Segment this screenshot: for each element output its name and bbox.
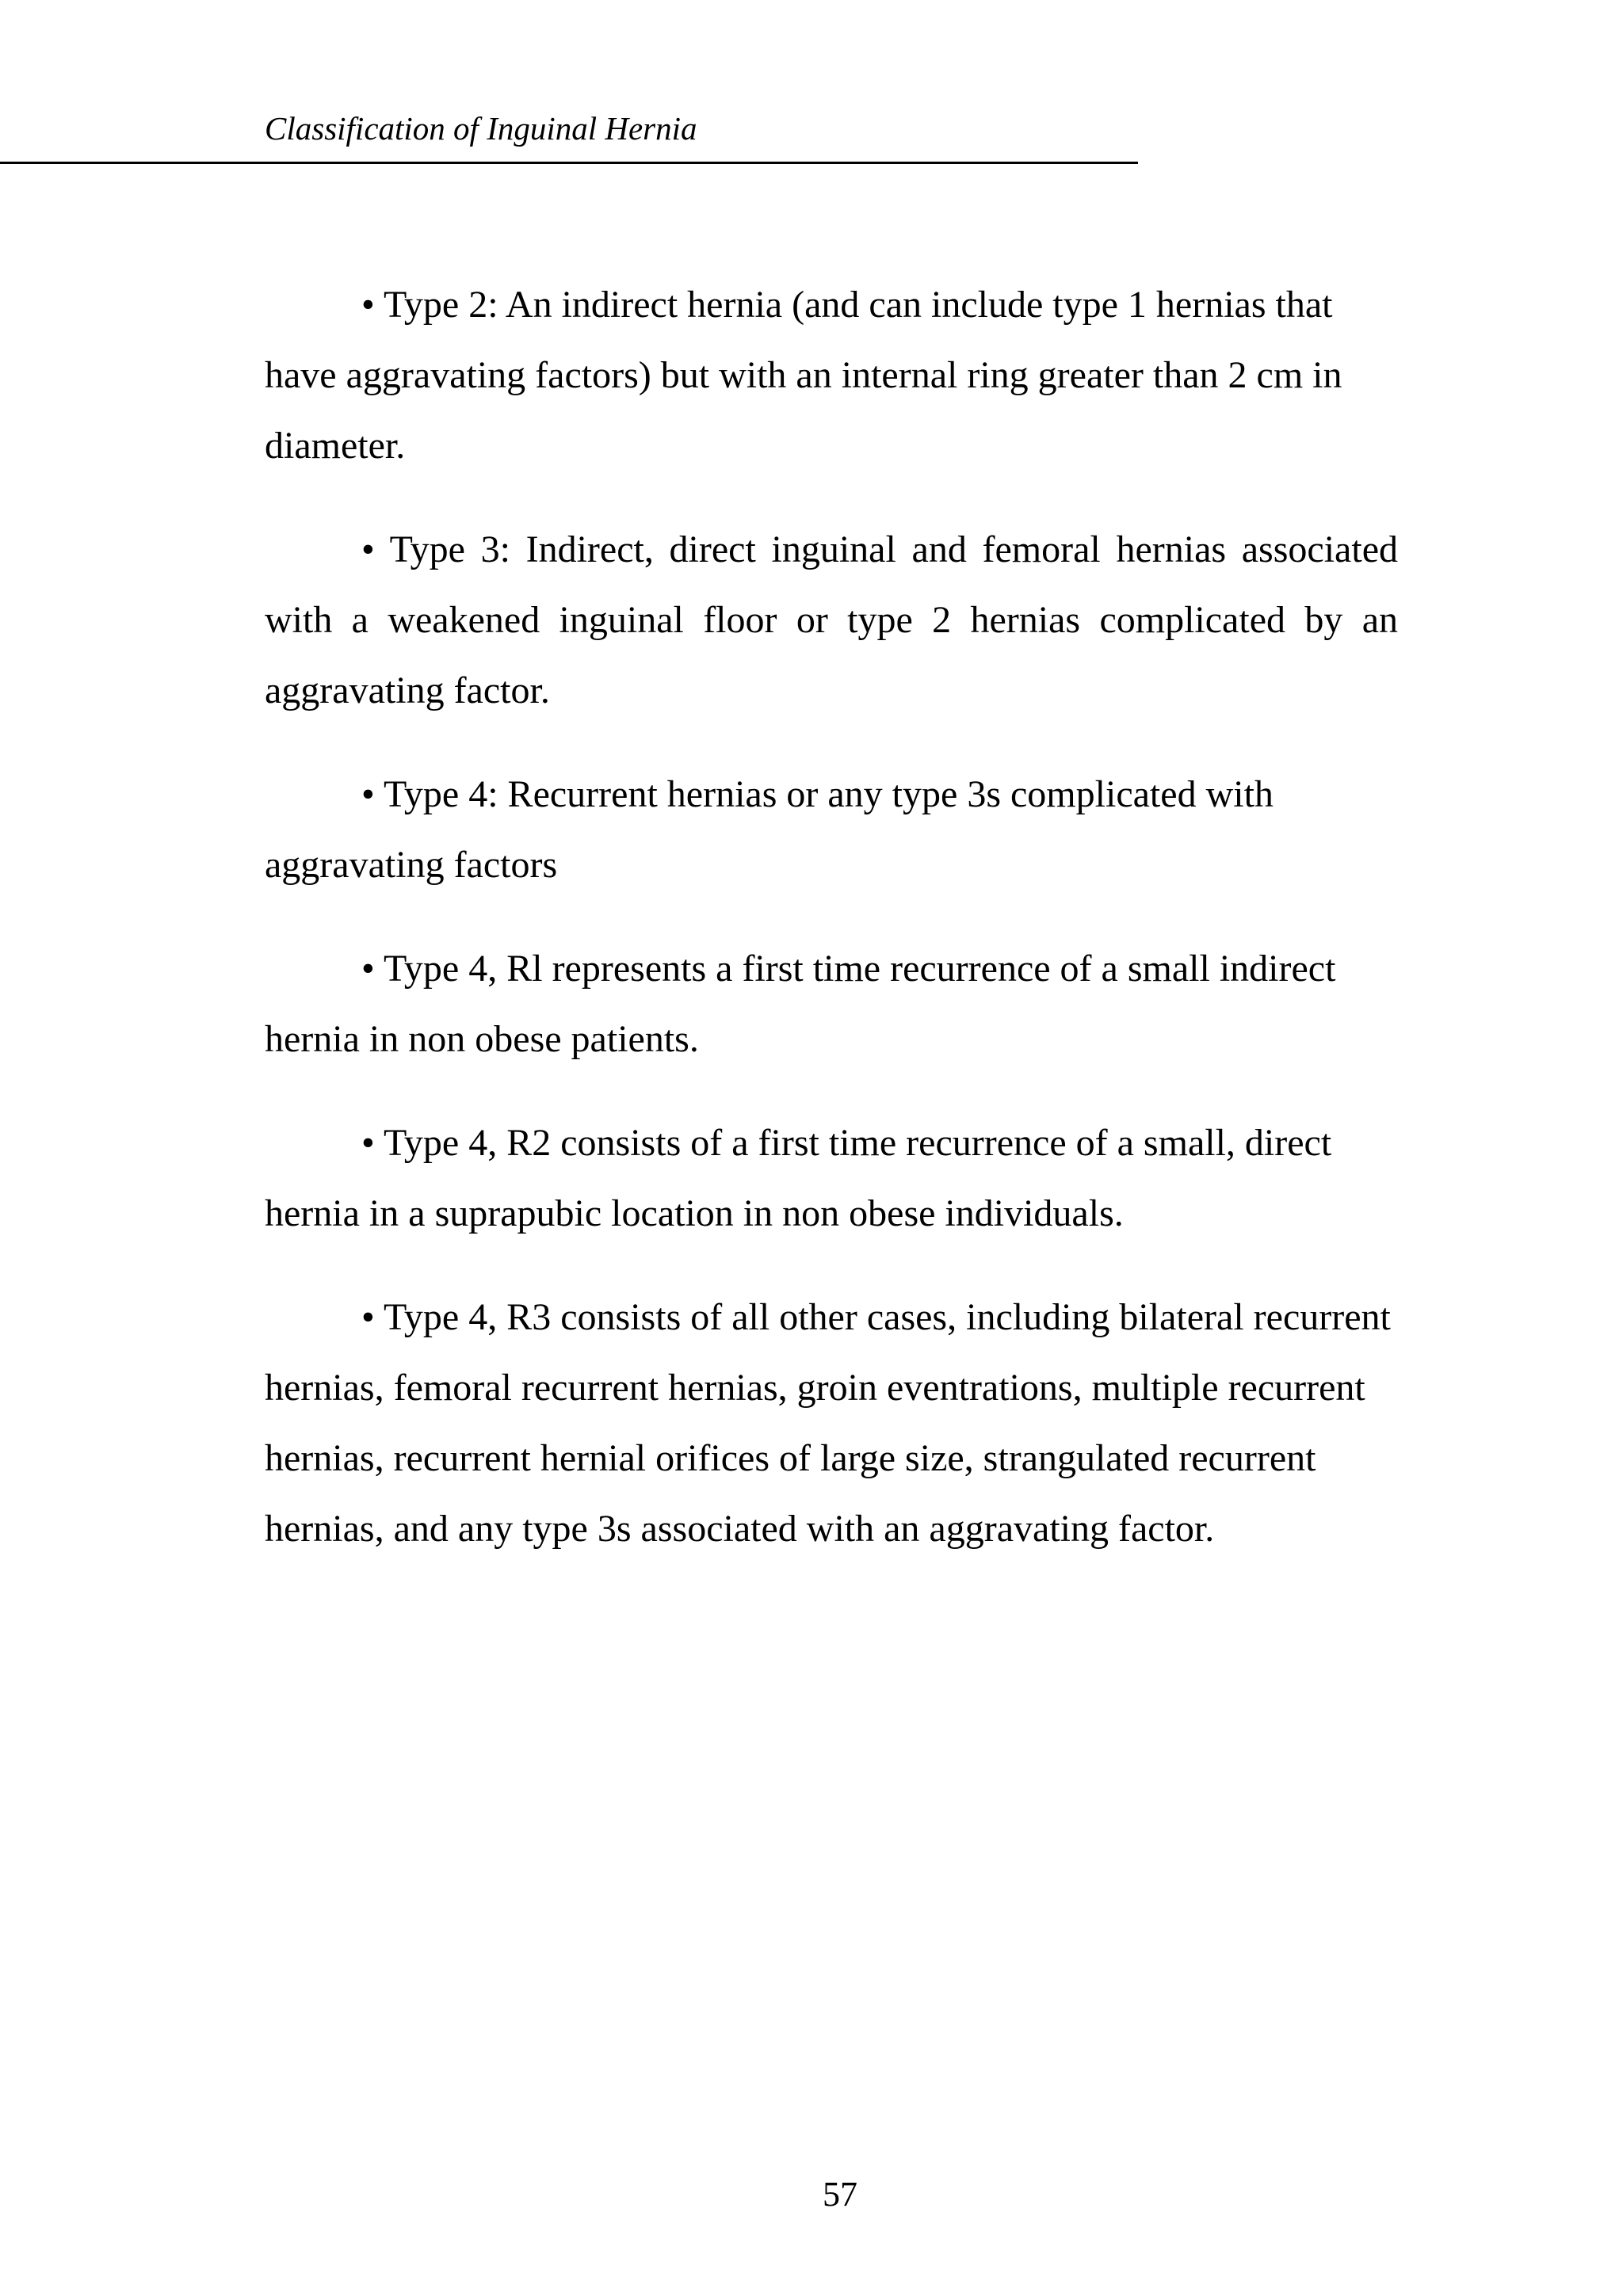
header-rule: [0, 162, 1138, 164]
bullet-type-4-r3: • Type 4, R3 consists of all other cases, including bilateral recurrent hernias, femoral recurrent hernias, groin eventrations, multiple recurrent hernias, recurrent hernial orifices of large size, strangulated recurrent hernias, and any type 3s associated with an aggravating factor.: [265, 1296, 1391, 1550]
bullet-type-4-r1: • Type 4, Rl represents a first time recurrence of a small indirect hernia in non obese patients.: [265, 948, 1336, 1060]
bullet-type-3: • Type 3: Indirect, direct inguinal and femoral hernias associated with a weakened inguinal floor or type 2 hernias complicated by an aggravating factor.: [265, 528, 1398, 711]
bullet-type-2: • Type 2: An indirect hernia (and can include type 1 hernias that have aggravating factors) but with an internal ring greater than 2 cm in diameter.: [265, 284, 1342, 467]
running-header-title: Classification of Inguinal Hernia: [265, 110, 697, 147]
bullet-type-4-r2: • Type 4, R2 consists of a first time recurrence of a small, direct hernia in a suprapubic location in non obese individuals.: [265, 1122, 1332, 1234]
page-number: 57: [823, 2175, 857, 2214]
page-body: [265, 269, 1398, 1597]
bullet-type-4: • Type 4: Recurrent hernias or any type 3s complicated with aggravating factors: [265, 773, 1274, 886]
